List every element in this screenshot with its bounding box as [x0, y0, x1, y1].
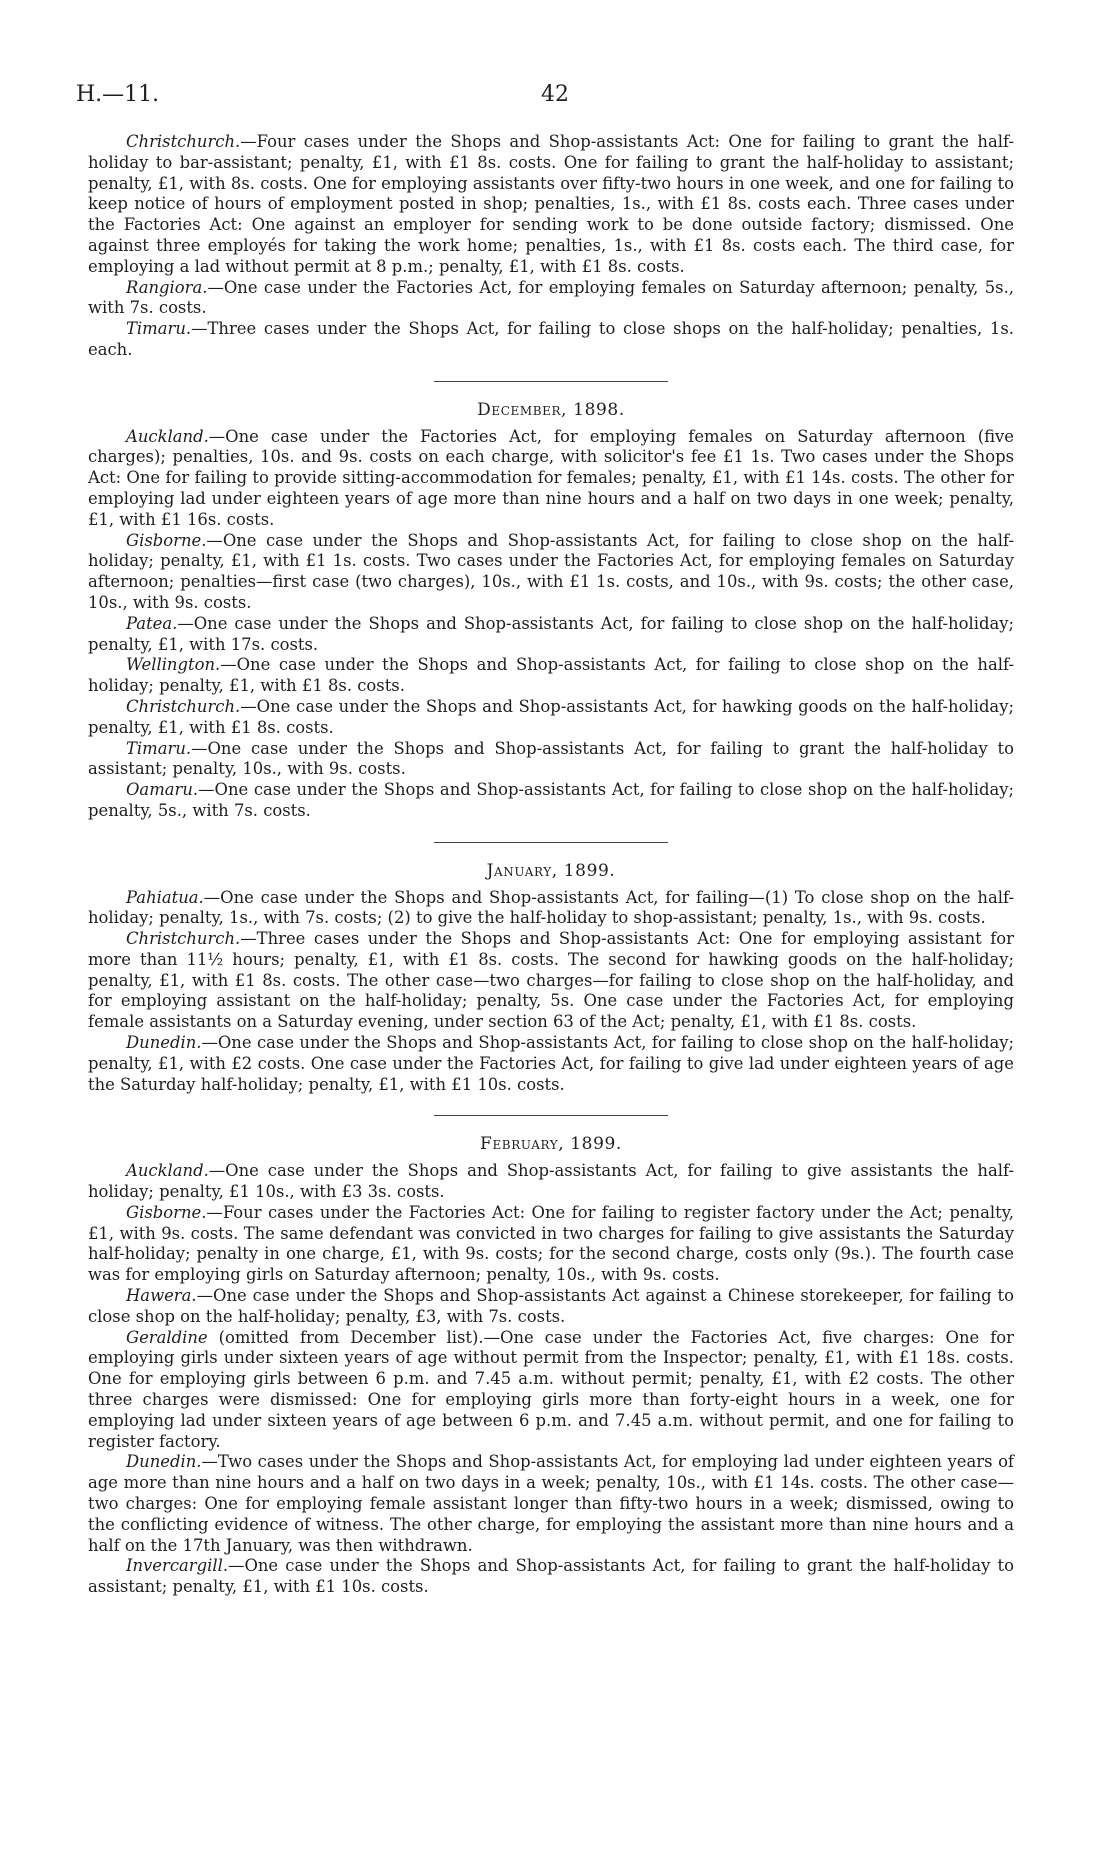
- section-divider: [434, 1115, 668, 1116]
- case-text: —One case under the Shops and Shop-assistants Act, for failing to grant the half-holiday to assistant; penalty, 10s., with 9s. costs.: [88, 738, 1014, 779]
- place-name: Timaru.: [126, 738, 192, 758]
- place-name: Timaru.: [126, 319, 192, 339]
- case-entry: [88, 1203, 1014, 1286]
- case-text: —One case under the Factories Act, for employing females on Saturday afternoon; penalty, 5s., with 7s. costs.: [88, 277, 1014, 318]
- case-entry: [88, 319, 1014, 361]
- case-entry: [88, 531, 1014, 614]
- page-header: [76, 82, 1036, 112]
- case-entry: [88, 614, 1014, 656]
- place-name: Wellington.: [126, 655, 221, 675]
- place-name: Gisborne.: [126, 1202, 207, 1222]
- place-name: Auckland.: [126, 426, 209, 446]
- case-text: —Three cases under the Shops and Shop-assistants Act: One for employing assistant for more than 11½ hours; penalty, £1, with £1 8s. costs. The second for hawking goods on the half-holiday; penalty, £1, with £1 8s. costs. The other case—two charges—for failing to close shop on the half-holiday, and for employing assistant on the half-holiday; penalty, 5s. One case under the Factories Act, for employing female assistants on a Saturday evening, under section 63 of the Act; penalty, £1, with £1 8s. costs.: [88, 929, 1014, 1032]
- case-text: —One case under the Shops and Shop-assistants Act, for failing—(1) To close shop on the half-holiday; penalty, 1s., with 7s. costs; (2) to give the half-holiday to shop-assistant; penalty, 1s., with 9s. costs.: [88, 887, 1014, 928]
- section-divider: [434, 381, 668, 382]
- case-entry: [88, 1328, 1014, 1453]
- case-entry: [88, 655, 1014, 697]
- case-text: (omitted from December list).—One case under the Factories Act, five charges: One for employing girls under sixteen years of age without permit from the Inspector; penalty, £1, with £1 18s. costs. One for employing girls between 6 p.m. and 7.45 a.m. without permit; penalty, £1, with £2 costs. The other three charges were dismissed: One for employing girls more than forty-eight hours in a week, one for employing lad under sixteen years of age between 6 p.m. and 7.45 a.m. without permit, and one for failing to register factory.: [88, 1327, 1014, 1451]
- document-body: [88, 132, 1014, 1598]
- place-name: Geraldine: [126, 1327, 208, 1347]
- page-number: 42: [541, 82, 569, 107]
- month-section: [88, 132, 1014, 361]
- month-section: [88, 381, 1014, 822]
- case-entry: [88, 739, 1014, 781]
- month-heading: February, 1899.: [480, 1134, 622, 1155]
- place-name: Christchurch.: [126, 696, 241, 716]
- place-name: Christchurch.: [126, 929, 241, 949]
- place-name: Auckland.: [126, 1161, 209, 1181]
- case-entry: [88, 1452, 1014, 1556]
- document-reference: H.—11.: [76, 82, 160, 107]
- case-entry: [88, 929, 1014, 1033]
- case-text: —One case under the Shops and Shop-assistants Act, for failing to close shop on the half-holiday; penalty, £1, with £1 8s. costs.: [88, 655, 1014, 696]
- case-text: —Four cases under the Factories Act: One for failing to register factory under the Act; penalty, £1, with 9s. costs. The same defendant was convicted in two charges for failing to give assistants the Saturday half-holiday; penalty in one charge, £1, with 9s. costs; for the second charge, costs only (9s.). The fourth case was for employing girls on Saturday afternoon; penalty, 10s., with 9s. costs.: [88, 1202, 1014, 1285]
- case-entry: [88, 780, 1014, 822]
- place-name: Oamaru.: [126, 780, 199, 800]
- case-entry: [88, 888, 1014, 930]
- case-text: —One case under the Shops and Shop-assistants Act, for failing to close shop on the half-holiday; penalty, £1, with £1 1s. costs. Two cases under the Factories Act, for employing females on Saturday afternoon; penalties—first case (two charges), 10s., with £1 1s. costs, and 10s., with 9s. costs; the other case, 10s., with 9s. costs.: [88, 530, 1014, 612]
- case-text: —One case under the Shops and Shop-assistants Act, for failing to close shop on the half-holiday; penalty, 5s., with 7s. costs.: [88, 780, 1014, 820]
- place-name: Dunedin.: [126, 1452, 202, 1472]
- place-name: Invercargill.: [126, 1556, 229, 1576]
- month-section: [88, 842, 1014, 1096]
- case-text: —Two cases under the Shops and Shop-assistants Act, for employing lad under eighteen years of age more than nine hours and a half on two days in a week; penalty, 10s., with £1 14s. costs. The other case—two charges: One for employing female assistant longer than fifty-two hours in a week; dismissed, owing to the conflicting evidence of witness. The other charge, for employing the assistant more than nine hours and a half on the 17th January, was then withdrawn.: [88, 1452, 1014, 1555]
- case-entry: [88, 278, 1014, 320]
- place-name: Pahiatua.: [126, 887, 204, 907]
- place-name: Rangiora.: [126, 277, 208, 297]
- case-text: —One case under the Shops and Shop-assistants Act, for hawking goods on the half-holiday; penalty, £1, with £1 8s. costs.: [88, 696, 1014, 737]
- case-text: —One case under the Factories Act, for employing females on Saturday afternoon (five charges); penalties, 10s. and 9s. costs on each charge, with solicitor's fee £1 1s. Two cases under the Shops Act: One for failing to provide sitting-accommodation for females; penalty, £1, with £1 14s. costs. The other for employing lad under eighteen years of age more than nine hours and a half on two days in one week; penalty, £1, with £1 16s. costs.: [88, 426, 1014, 529]
- case-text: —One case under the Shops and Shop-assistants Act, for failing to give assistants the half-holiday; penalty, £1 10s., with £3 3s. costs.: [88, 1161, 1014, 1202]
- case-text: —One case under the Shops and Shop-assistants Act, for failing to close shop on the half-holiday; penalty, £1, with £2 costs. One case under the Factories Act, for failing to give lad under eighteen years of age the Saturday half-holiday; penalty, £1, with £1 10s. costs.: [88, 1033, 1014, 1094]
- section-divider: [434, 842, 668, 843]
- case-text: —One case under the Shops and Shop-assistants Act, for failing to grant the half-holiday to assistant; penalty, £1, with £1 10s. costs.: [88, 1556, 1014, 1597]
- place-name: Dunedin.: [126, 1033, 202, 1053]
- case-text: —One case under the Shops and Shop-assistants Act, for failing to close shop on the half-holiday; penalty, £1, with 17s. costs.: [88, 613, 1014, 654]
- month-section: [88, 1115, 1014, 1598]
- month-heading: January, 1899.: [486, 860, 616, 881]
- place-name: Hawera.: [126, 1286, 197, 1306]
- case-text: —Three cases under the Shops Act, for failing to close shops on the half-holiday; penalties, 1s. each.: [88, 319, 1014, 359]
- case-text: —One case under the Shops and Shop-assistants Act against a Chinese storekeeper, for failing to close shop on the half-holiday; penalty, £3, with 7s. costs.: [88, 1286, 1014, 1326]
- case-entry: [88, 1556, 1014, 1598]
- case-entry: [88, 1286, 1014, 1328]
- place-name: Gisborne.: [126, 530, 207, 550]
- case-entry: [88, 1161, 1014, 1203]
- case-text: —Four cases under the Shops and Shop-assistants Act: One for failing to grant the half-holiday to bar-assistant; penalty, £1, with £1 8s. costs. One for failing to grant the half-holiday to assistant; penalty, £1, with 8s. costs. One for employing assistants over fifty-two hours in one week, and one for failing to keep notice of hours of employment posted in shop; penalties, 1s., with £1 8s. costs each. Three cases under the Factories Act: One against an employer for sending work to be done outside factory; dismissed. One against three employés for taking the work home; penalties, 1s., with £1 8s. costs each. The third case, for employing a lad without permit at 8 p.m.; penalty, £1, with £1 8s. costs.: [88, 132, 1014, 276]
- case-entry: [88, 427, 1014, 531]
- case-entry: [88, 697, 1014, 739]
- place-name: Patea.: [126, 613, 178, 633]
- case-entry: [88, 1033, 1014, 1095]
- month-heading: December, 1898.: [477, 399, 625, 420]
- case-entry: [88, 132, 1014, 278]
- place-name: Christchurch.: [126, 132, 241, 151]
